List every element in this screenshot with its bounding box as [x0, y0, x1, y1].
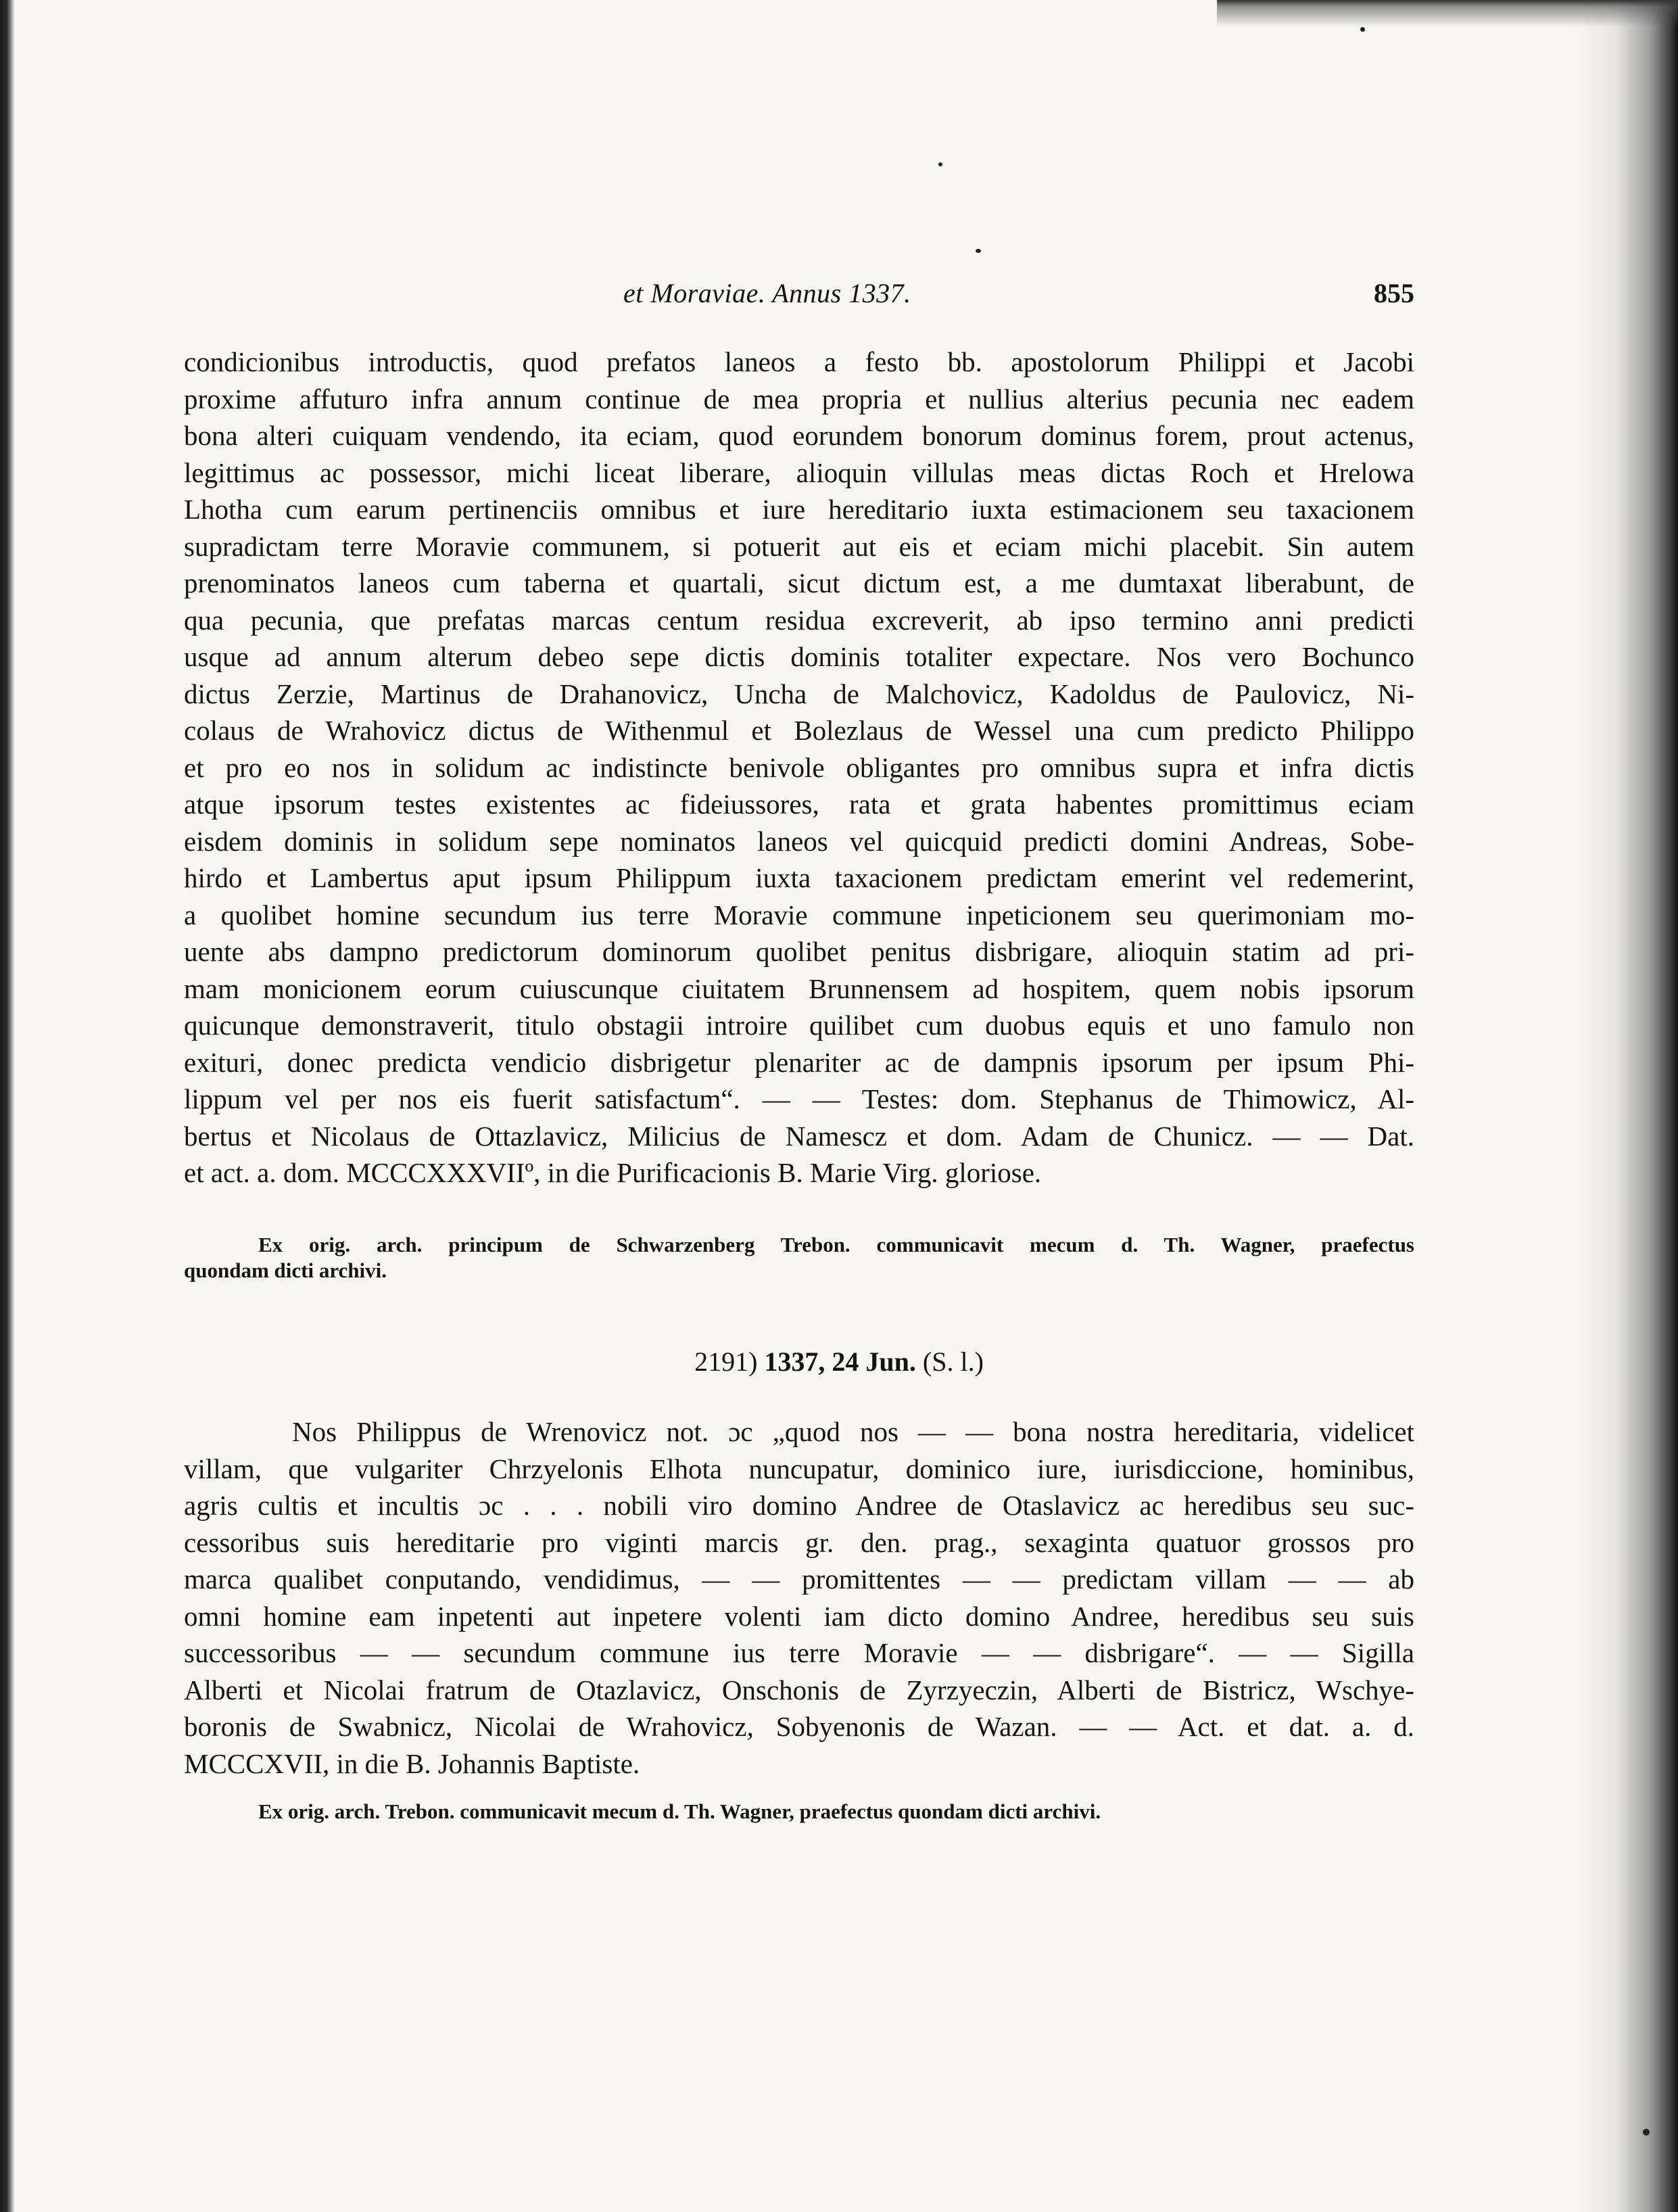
entry-source-note [184, 1799, 1414, 1825]
scan-edge-top [1217, 0, 1678, 27]
text-line: mam monicionem eorum cuiuscunque ciuitatem Brunnensem ad hospitem, quem nobis ipsorum [184, 972, 1414, 1004]
scan-edge-left [0, 0, 15, 2212]
entry-heading [0, 1346, 1678, 1378]
scan-edge-right [1577, 0, 1678, 2212]
text-line: hirdo et Lambertus aput ipsum Philippum iuxta taxacionem predictam emerint vel redemerint, [184, 862, 1414, 893]
text-line: quicunque demonstraverit, titulo obstagii introire quilibet cum duobus equis et uno famulo non [184, 1010, 1414, 1041]
text-line: Alberti et Nicolai fratrum de Otazlavicz, Onschonis de Zyrzyeczin, Alberti de Bistricz, Wschye- [184, 1674, 1414, 1705]
page-header [184, 277, 1414, 318]
text-line: condicionibus introductis, quod prefatos laneos a festo bb. apostolorum Philippi et Jacobi [184, 346, 1414, 377]
source-note-line: Ex orig. arch. Trebon. communicavit mecum d. Th. Wagner, praefectus quondam dicti archivi. [258, 1799, 1101, 1823]
text-line: omni homine eam inpetenti aut inpetere volenti iam dicto domino Andree, heredibus seu suis [184, 1600, 1414, 1632]
text-line: prenominatos laneos cum taberna et quartali, sicut dictum est, a me dumtaxat liberabunt, de [184, 567, 1414, 598]
entry-place: (S. l.) [922, 1346, 984, 1377]
page-number: 855 [1374, 278, 1414, 308]
text-line: MCCCXVII, in die B. Johannis Baptiste. [184, 1747, 640, 1779]
text-line: proxime affuturo infra annum continue de mea propria et nullius alterius pecunia nec eadem [184, 383, 1414, 415]
scan-speck [976, 249, 981, 253]
text-line: uente abs dampno predictorum dominorum quolibet penitus disbrigare, alioquin statim ad pri- [184, 936, 1414, 967]
text-line: legittimus ac possessor, michi liceat liberare, alioquin villulas meas dictas Roch et Hrelowa [184, 456, 1414, 488]
text-line: usque ad annum alterum debeo sepe dictis dominis totaliter expectare. Nos vero Bochunco [184, 641, 1414, 672]
scan-speck [1643, 2129, 1650, 2136]
text-line: dictus Zerzie, Martinus de Drahanovicz, Uncha de Malchovicz, Kadoldus de Paulovicz, Ni- [184, 678, 1414, 709]
text-line: supradictam terre Moravie communem, si potuerit aut eis et eciam michi placebit. Sin autem [184, 530, 1414, 562]
text-line: colaus de Wrahovicz dictus de Withenmul et Bolezlaus de Wessel una cum predicto Philippo [184, 715, 1414, 746]
text-line: lippum vel per nos eis fuerit satisfactum“. — — Testes: dom. Stephanus de Thimowicz, Al- [184, 1083, 1414, 1114]
entry-date: 1337, 24 Jun. [764, 1346, 916, 1377]
text-line: agris cultis et incultis ɔc . . . nobili viro domino Andree de Otaslavicz ac heredibus seu suc- [184, 1490, 1414, 1521]
text-line: atque ipsorum testes existentes ac fideiussores, rata et grata habentes promittimus eciam [184, 789, 1414, 820]
text-line: qua pecunia, que prefatas marcas centum residua excreverit, ab ipso termino anni predicti [184, 604, 1414, 636]
scan-speck [1360, 27, 1365, 32]
text-line: successoribus — — secundum commune ius terre Moravie — — disbrigare“. — — Sigilla [184, 1637, 1414, 1668]
running-title: et Moraviae. Annus 1337. [623, 278, 911, 308]
text-line: cessoribus suis hereditarie pro viginti marcis gr. den. prag., sexaginta quatuor grossos pro [184, 1526, 1414, 1558]
source-note-line: Ex orig. arch. principum de Schwarzenberg Trebon. communicavit mecum d. Th. Wagner, praefectus [258, 1233, 1414, 1256]
source-note [184, 1232, 1414, 1284]
text-line: et act. a. dom. MCCCXXXVIIº, in die Purificacionis B. Marie Virg. gloriose. [184, 1157, 1042, 1188]
entry-number: 2191) [694, 1346, 758, 1377]
text-line: bona alteri cuiquam vendendo, ita eciam, quod eorundem bonorum dominus forem, prout actenus, [184, 420, 1414, 451]
text-line: marca qualibet conputando, vendidimus, — — promittentes — — predictam villam — — ab [184, 1563, 1414, 1595]
entry-text [184, 1413, 1414, 1782]
source-note-line: quondam dicti archivi. [184, 1258, 387, 1282]
text-line: eisdem dominis in solidum sepe nominatos laneos vel quicquid predicti domini Andreas, Sobe- [184, 825, 1414, 857]
continuation-text [184, 344, 1414, 1192]
text-line: boronis de Swabnicz, Nicolai de Wrahovicz, Sobyenonis de Wazan. — — Act. et dat. a. d. [184, 1711, 1414, 1742]
scan-speck [938, 162, 942, 166]
text-line: a quolibet homine secundum ius terre Moravie commune inpeticionem seu querimoniam mo- [184, 899, 1414, 931]
text-line: et pro eo nos in solidum ac indistincte benivole obligantes pro omnibus supra et infra dictis [184, 751, 1414, 783]
text-line: bertus et Nicolaus de Ottazlavicz, Milicius de Namescz et dom. Adam de Chunicz. — — Dat. [184, 1120, 1414, 1152]
text-line: Nos Philippus de Wrenovicz not. ɔc „quod nos — — bona nostra hereditaria, videlicet [292, 1416, 1414, 1447]
text-line: Lhotha cum earum pertinenciis omnibus et iure hereditario iuxta estimacionem seu taxacionem [184, 494, 1414, 525]
text-line: exituri, donec predicta vendicio disbrigetur plenariter ac de dampnis ipsorum per ipsum Phi- [184, 1046, 1414, 1078]
text-line: villam, que vulgariter Chrzyelonis Elhota nuncupatur, dominico iure, iurisdiccione, hominibus, [184, 1453, 1414, 1484]
